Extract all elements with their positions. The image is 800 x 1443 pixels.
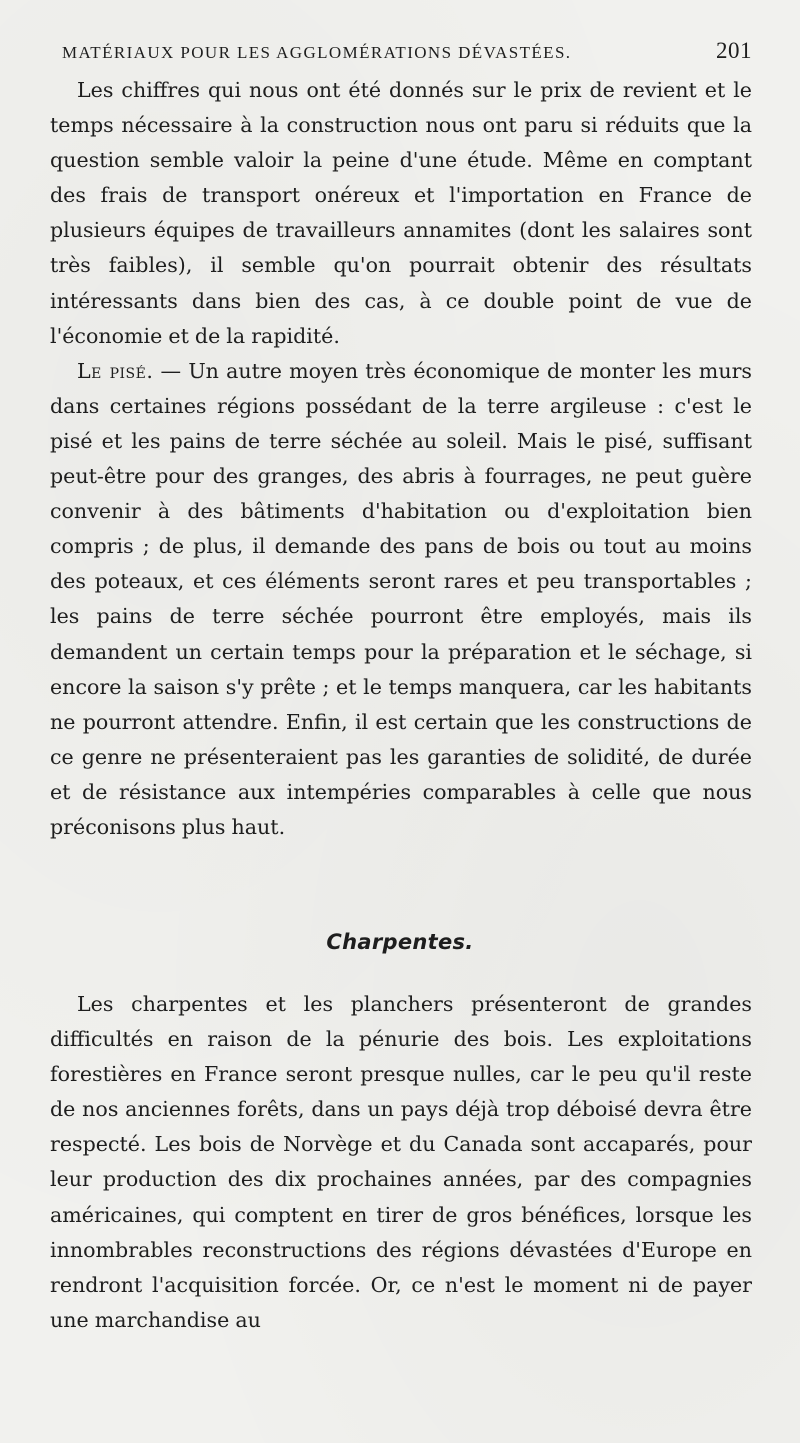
paragraph-lead: Le pisé. (77, 358, 154, 383)
paragraph-text: Les chiffres qui nous ont été donnés sur le prix de revient et le temps nécessaire à la construction nous ont paru si réduits que la question semble valoir la peine d'une étude. Même en comptant des frais de transport onéreux et l'importation en France de plusieurs équipes de travailleurs annamites (dont les salaires sont très faibles), il semble qu'on pourrait obtenir des résultats intéressants dans bien des cas, à ce double point de vue de l'économie et de la rapidité. (50, 78, 752, 348)
page-number: 201 (716, 38, 752, 63)
section-heading: Charpentes. (326, 930, 474, 954)
paragraph-pise (50, 354, 752, 845)
running-title: MATÉRIAUX POUR LES AGGLOMÉRATIONS DÉVASTÉES. (62, 43, 572, 62)
paragraph-cost-estimate (50, 73, 752, 354)
paragraph-charpentes (50, 987, 752, 1338)
running-head (62, 38, 752, 62)
paragraph-text: Les charpentes et les planchers présenteront de grandes difficultés en raison de la pénurie des bois. Les exploitations forestières en France seront presque nulles, car le peu qu'il reste de nos anciennes forêts, dans un pays déjà trop déboisé devra être respecté. Les bois de Norvège et du Canada sont accaparés, pour leur production des dix prochaines années, par des compagnies américaines, qui comptent en tirer de gros bénéfices, lorsque les innombrables reconstructions des régions dévastées d'Europe en rendront l'acquisition forcée. Or, ce n'est le moment ni de payer une marchandise au (50, 992, 752, 1332)
paragraph-text: — Un autre moyen très économique de monter les murs dans certaines régions possédant de la terre argileuse : c'est le pisé et les pains de terre séchée au soleil. Mais le pisé, suffisant peut-être pour des granges, des abris à fourrages, ne peut guère convenir à des bâtiments d'habitation ou d'exploitation bien compris ; de plus, il demande des pans de bois ou tout au moins des poteaux, et ces éléments seront rares et peu transportables ; les pains de terre séchée pourront être employés, mais ils demandent un certain temps pour la préparation et le séchage, si encore la saison s'y prête ; et le temps manquera, car les habitants ne pourront attendre. Enfin, il est certain que les constructions de ce genre ne présenteraient pas les garanties de solidité, de durée et de résistance aux intempéries comparables à celle que nous préconisons plus haut. (50, 358, 752, 839)
body-text-top (50, 73, 752, 845)
body-text-charpentes (50, 987, 752, 1338)
